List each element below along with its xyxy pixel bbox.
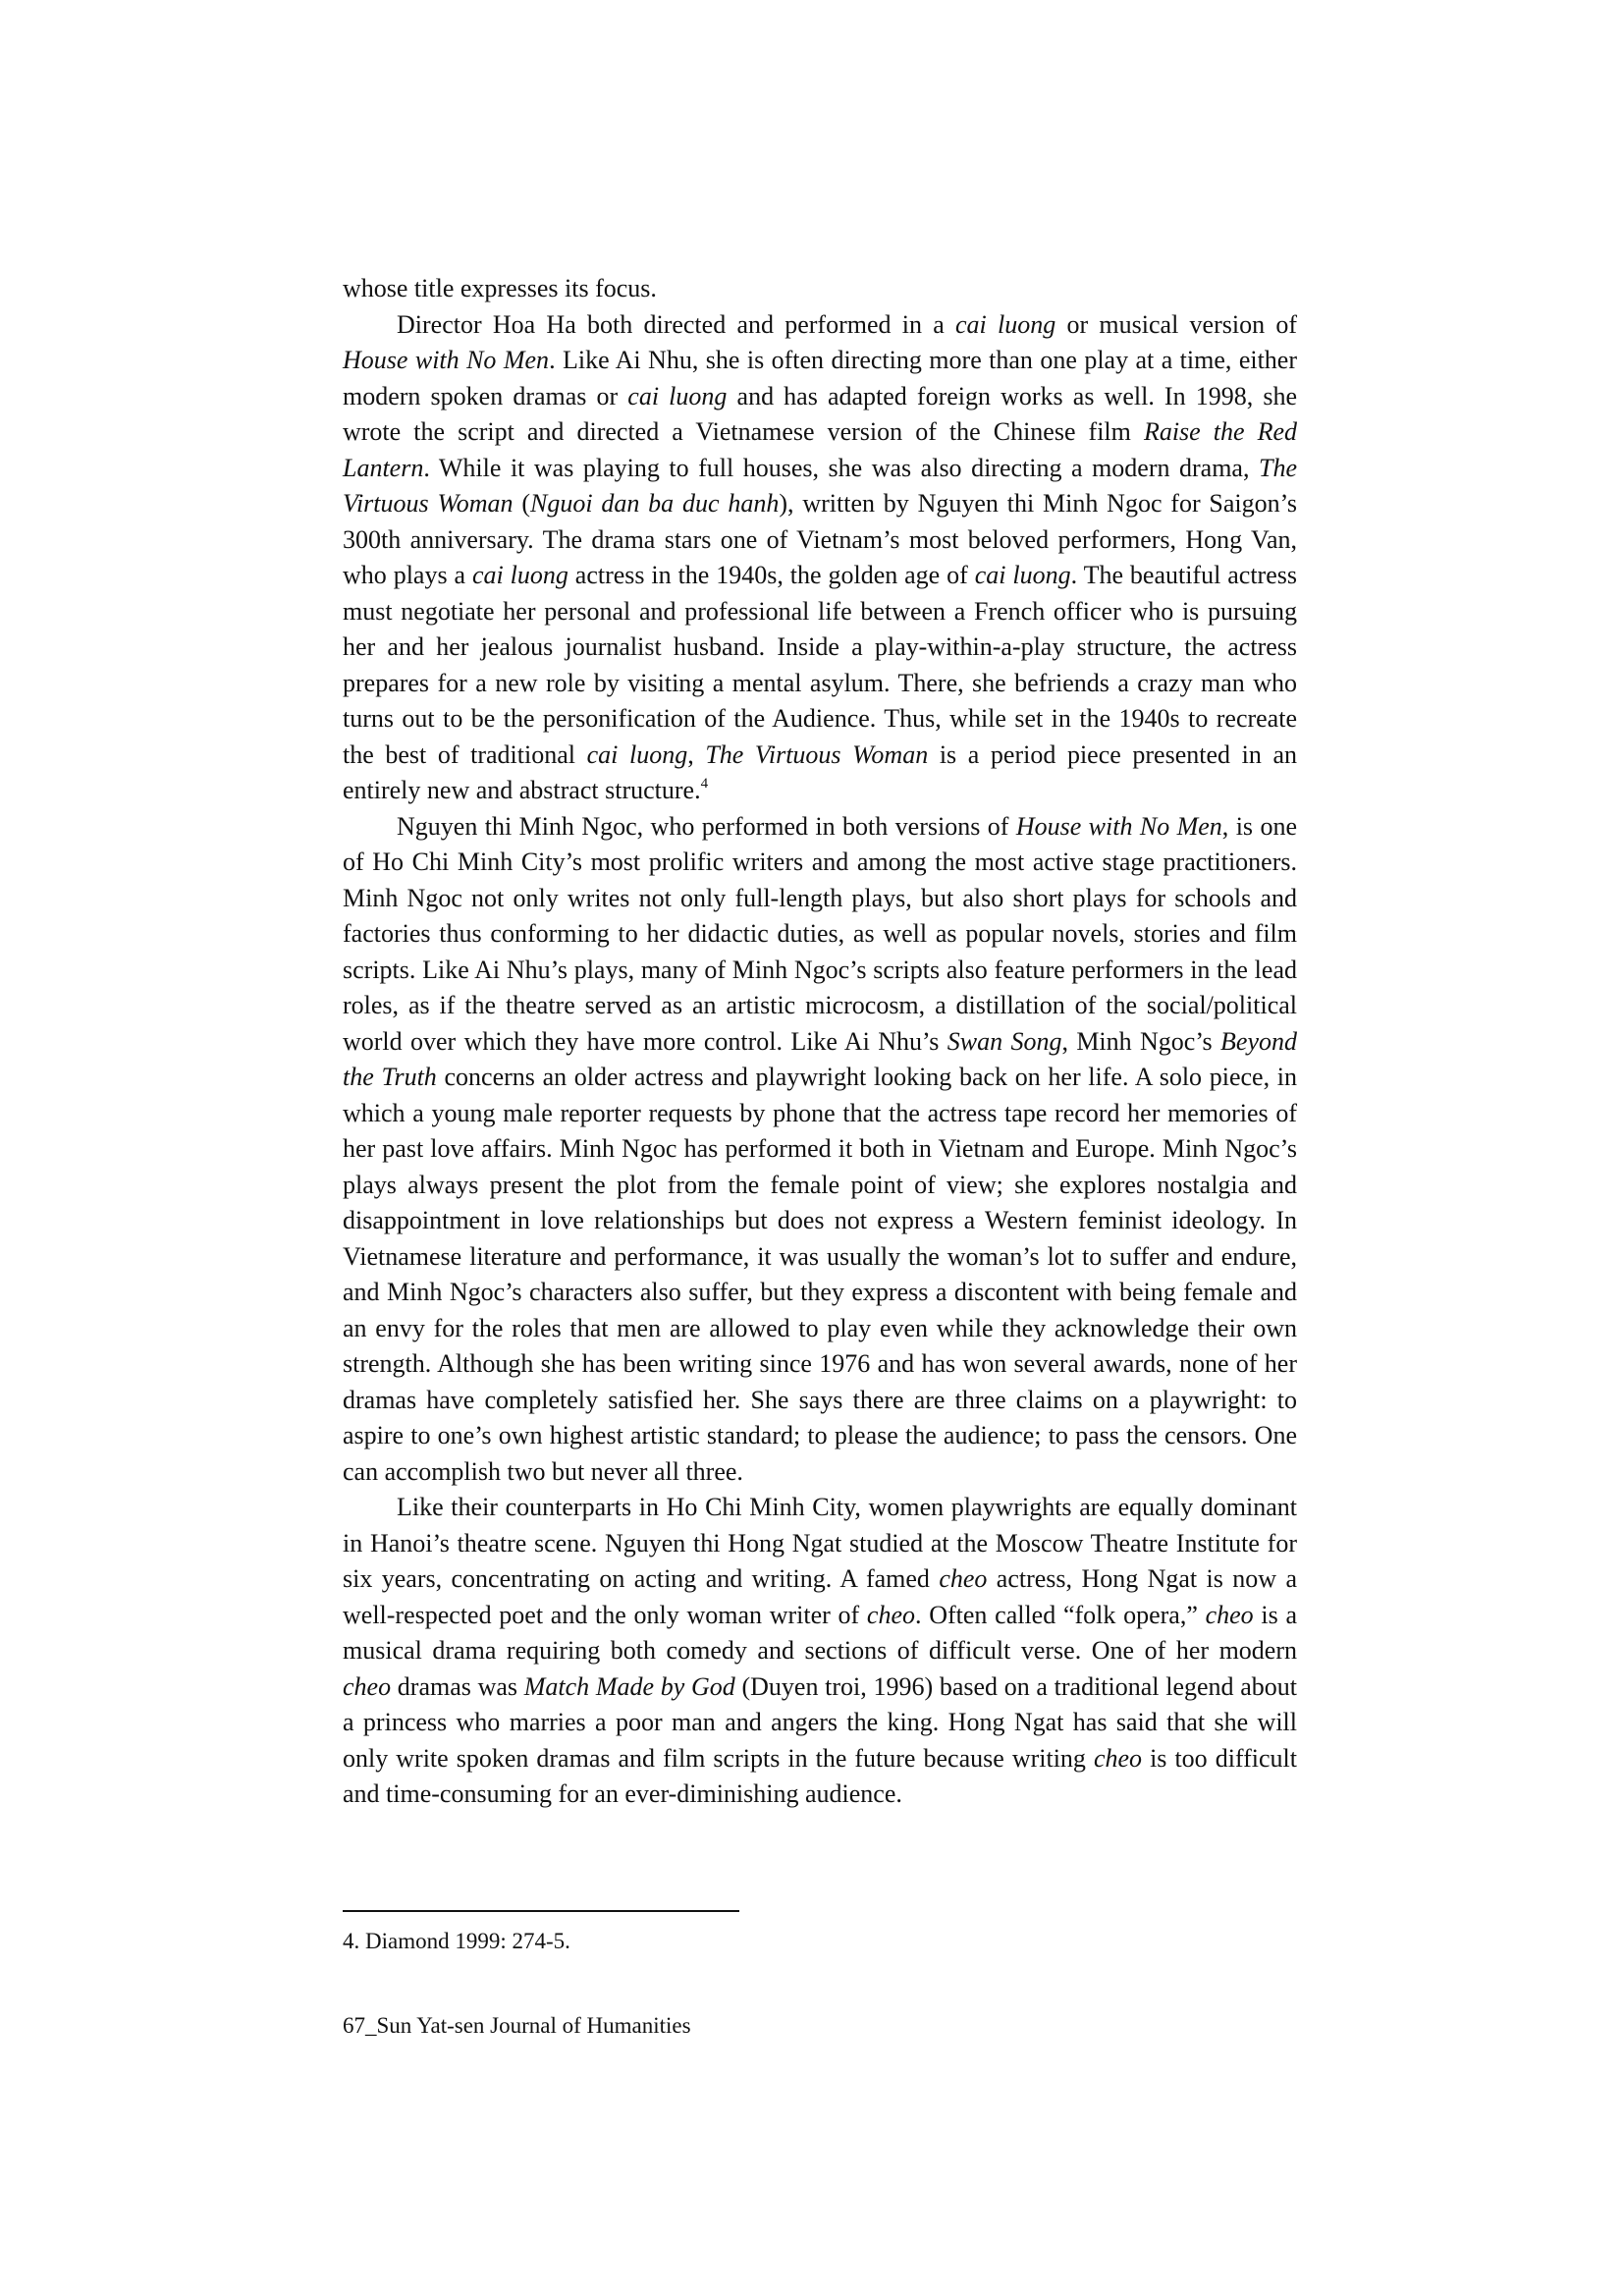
italic-title: The Virtuous Woman xyxy=(343,453,1297,518)
italic-title: Match Made by God xyxy=(523,1671,735,1701)
italic-term: cheo xyxy=(343,1671,392,1701)
footnote-ref: 4 xyxy=(700,776,709,792)
text-run: actress in the 1940s, the golden age of xyxy=(568,561,975,589)
text-run: dramas was xyxy=(391,1671,524,1701)
italic-title: Beyond the Truth xyxy=(343,1026,1298,1091)
italic-title: The Virtuous Woman xyxy=(705,739,929,769)
text-run: concerns an older actress and playwright looking back on her life. A solo piece, in which a young male reporter requests by phone that the actress tape record her memories of her past love affairs. Minh Ngoc has performed it both in Vietnam and Europe. Minh Ngoc’s plays always present the plot from the female point of view; she explores nostalgia and disappointment in love relationships but does not express a Western feminist ideology. In Vietnamese literature and performance, it was usually the woman’s lot to suffer and endure, and Minh Ngoc’s characters also suffer, but they express a discontent with being female and an envy for the roles that men are allowed to play even while they acknowledge their own strength. Although she has been writing since 1976 and has won several awards, none of her dramas have completely satisfied her. She says there are three claims on a playwright: to aspire to one’s own highest artistic standard; to please the audience; to pass the censors. One can accomplish two but never all three. xyxy=(343,1063,1297,1486)
italic-title: Nguoi dan ba duc hanh xyxy=(529,489,780,518)
text-run: actress, Hong Ngat is now a well-respected poet and the only woman writer of xyxy=(343,1564,1298,1629)
italic-title: House with No Men xyxy=(343,346,550,374)
italic-term: cai luong xyxy=(974,561,1071,589)
italic-term: cheo xyxy=(939,1564,988,1593)
text-run: is a musical drama requiring both comedy and sections of difficult verse. One of her modern xyxy=(343,1600,1298,1665)
text-run: is a period piece presented in an entirely new and abstract structure. xyxy=(343,739,1298,804)
italic-term: cai luong xyxy=(627,381,728,410)
paragraph-4 xyxy=(343,1490,1297,1813)
text-run: whose title expresses its focus. xyxy=(343,274,657,302)
text-run: . Often called “folk opera,” xyxy=(915,1600,1206,1629)
text-run: ), written by Nguyen thi Minh Ngoc for Saigon’s 300th anniversary. The drama stars one of Vietnam’s most beloved performers, Hong Van, who plays a xyxy=(343,489,1297,589)
text-run: , Minh Ngoc’s xyxy=(1061,1026,1221,1056)
paragraph-2 xyxy=(343,307,1297,809)
text-run: , xyxy=(687,739,706,769)
italic-term: cai luong xyxy=(586,739,688,769)
text-run: is too difficult and time-consuming for an ever-diminishing audience. xyxy=(343,1743,1297,1808)
italic-title: House with No Men xyxy=(1015,811,1222,841)
italic-title: Swan Song xyxy=(947,1026,1062,1056)
text-run: ( xyxy=(513,489,530,518)
page-footer: 67_Sun Yat-sen Journal of Humanities xyxy=(343,2013,691,2038)
italic-term: cheo xyxy=(1093,1743,1143,1773)
text-run: . The beautiful actress must negotiate her personal and professional life between a French officer who is pursuing her and her jealous journalist husband. Inside a play-within-a-play structure, the actress prepares for a new role by visiting a mental asylum. There, she befriends a crazy man who turns out to be the personification of the Audience. Thus, while set in the 1940s to recreate the best of traditional xyxy=(343,561,1297,769)
italic-term: cheo xyxy=(866,1600,916,1629)
text-run: (Duyen troi, 1996) based on a traditional legend about a princess who marries a poor man and angers the king. Hong Ngat has said that she will only write spoken dramas and film scripts in the future because writing xyxy=(343,1671,1297,1773)
text-run: and has adapted foreign works as well. In 1998, she wrote the script and directed a Vietnamese version of the Chinese film xyxy=(343,381,1297,446)
text-run: . Like Ai Nhu, she is often directing more than one play at a time, either modern spoken dramas or xyxy=(343,346,1298,410)
text-run: . While it was playing to full houses, she was also directing a modern drama, xyxy=(423,453,1259,482)
text-run: Like their counterparts in Ho Chi Minh City, women playwrights are equally dominant in Hanoi’s theatre scene. Nguyen thi Hong Ngat studied at the Moscow Theatre Institute for six years, concentrating on acting and writing. A famed xyxy=(343,1493,1297,1593)
text-run: or musical version of xyxy=(1055,309,1297,339)
text-run: , is one of Ho Chi Minh City’s most prolific writers and among the most active stage practitioners. Minh Ngoc not only writes not only full-length plays, but also short plays for schools and factories thus conforming to her didactic duties, as well as popular novels, stories and film scripts. Like Ai Nhu’s plays, many of Minh Ngoc’s scripts also feature performers in the lead roles, as if the theatre served as an artistic microcosm, a distillation of the social/political world over which they have more control. Like Ai Nhu’s xyxy=(343,811,1297,1056)
italic-title: Raise the Red Lantern xyxy=(343,417,1297,482)
text-run: Nguyen thi Minh Ngoc, who performed in both versions of xyxy=(397,811,1016,841)
footnote-separator xyxy=(343,1910,739,1912)
text-run: Director Hoa Ha both directed and performed in a xyxy=(397,309,956,339)
italic-term: cai luong xyxy=(471,561,568,589)
body-text xyxy=(343,271,1297,1813)
paragraph-3 xyxy=(343,809,1297,1491)
paragraph-1 xyxy=(343,271,1297,307)
italic-term: cai luong xyxy=(955,309,1056,339)
footnote: 4. Diamond 1999: 274-5. xyxy=(343,1929,570,1953)
italic-term: cheo xyxy=(1205,1600,1254,1629)
